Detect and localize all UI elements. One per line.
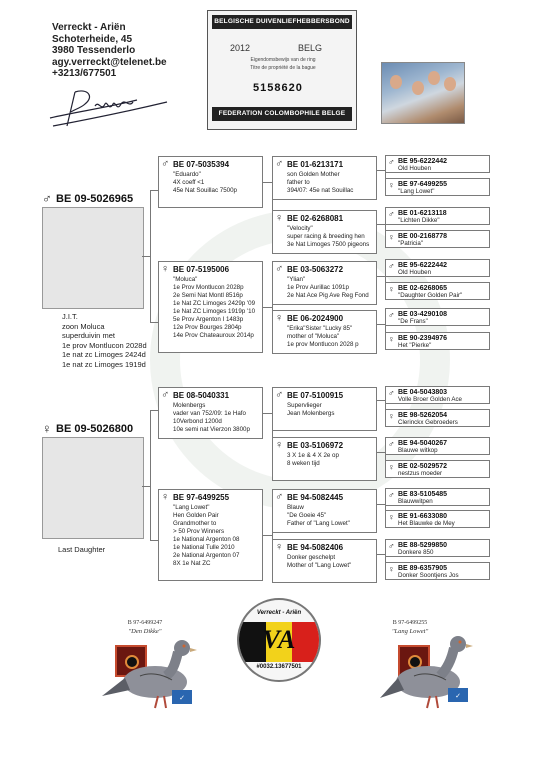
info-line: 1e Nat ZC Limoges 2429p '09 [173, 300, 256, 307]
info-line: Volle Broer Golden Ace [398, 396, 462, 403]
pedigree-box-gen2 [272, 387, 377, 431]
ring-number: BE 91-6633080 [398, 513, 448, 520]
info-line: "Eduardo" [173, 171, 201, 178]
certificate-line1: Eigendomsbewijs van de ring [250, 57, 316, 63]
pedigree-box-gen3 [385, 155, 490, 173]
logo-top-text: Verreckt - Ariën [256, 610, 302, 616]
certificate-line2: Titre de propriété de la bague [250, 65, 316, 71]
owner-city: 3980 Tessenderlo [52, 45, 136, 56]
female-symbol: ♀ [388, 411, 395, 421]
pedigree-box-gen2 [272, 261, 377, 305]
owner-address [52, 22, 167, 80]
logo-letters: VA [262, 625, 296, 654]
owner-street: Schoterheide, 45 [52, 33, 133, 45]
info-line: Blauw [287, 504, 304, 511]
pedigree-box-gen2 [272, 437, 377, 481]
info-line: 10e semi nat Vierzon 3800p [173, 426, 250, 433]
info-line: father to [287, 179, 310, 186]
female-symbol: ♀ [161, 263, 170, 275]
female-symbol: ♀ [388, 462, 395, 472]
male-symbol: ♂ [388, 157, 395, 167]
loft-logo [237, 598, 321, 682]
ring-number: BE 98-5262054 [398, 412, 448, 419]
dam-photo-placeholder [42, 437, 144, 539]
dam-notes [58, 545, 105, 555]
info-line: Het Blauwke de Mey [398, 520, 455, 527]
info-line: 394/07: 45e nat Souillac [287, 187, 354, 194]
info-line: "De Frans" [398, 318, 428, 325]
certificate-header: BELGISCHE DUIVENLIEFHEBBERSBOND [212, 15, 352, 29]
certificate-country: BELG [298, 43, 323, 53]
info-line: 1e prov Montlucon 2028 p [287, 341, 359, 348]
info-line: 3e Nat Limoges 7500 pigeons [287, 241, 370, 248]
info-line: Jean Molenbergs [287, 410, 335, 417]
male-symbol: ♂ [42, 191, 52, 206]
info-line: 2e National Argenton 07 [173, 552, 240, 559]
info-line: vader van 752/09: 1e Hafo [173, 410, 246, 417]
pedigree-box-gen3 [385, 207, 490, 225]
male-symbol: ♂ [388, 261, 395, 271]
ring-number: BE 90-2394976 [398, 335, 448, 342]
pedigree-box-gen3 [385, 386, 490, 404]
info-line: 45e Nat Souillac 7500p [173, 187, 237, 194]
pedigree-box-gen3 [385, 230, 490, 248]
ring-number: BE 94-5082445 [287, 493, 344, 502]
info-line: Blauwwitpen [398, 498, 433, 505]
info-line: 12e Prov Bourges 2804p [173, 324, 242, 331]
info-line: 3 X 1e & 4 X 2e op [287, 452, 339, 459]
info-line: super racing & breeding hen [287, 233, 365, 240]
ring-number: BE 95-6222442 [398, 262, 448, 269]
male-symbol: ♂ [275, 263, 284, 275]
pedigree-box-gen3 [385, 178, 490, 196]
ring-number: BE 03-5106972 [287, 441, 344, 450]
pedigree-box-gen1 [158, 156, 263, 208]
info-line: "De Goeie 45" [287, 512, 327, 519]
info-line: Supervlieger [287, 402, 322, 409]
info-line: Mother of "Lang Lowet" [287, 562, 352, 569]
certificate-footer: FEDERATION COLOMBOPHILE BELGE [212, 107, 352, 121]
ring-number: BE 03-4290108 [398, 311, 448, 318]
female-symbol: ♀ [388, 512, 395, 522]
svg-text:✓: ✓ [455, 693, 461, 700]
ring-number: BE 94-5040267 [398, 440, 448, 447]
info-line: 1e Prov Aurillac 1091p [287, 284, 349, 291]
male-symbol: ♂ [161, 389, 170, 401]
ring-number: BE 04-5043803 [398, 389, 448, 396]
info-line: Het "Pierke" [398, 342, 432, 349]
right-pigeon-ring: B 97-6499255 [392, 620, 428, 626]
info-line: Donker Soontjens Jos [398, 572, 459, 579]
pedigree-box-gen2 [272, 210, 377, 254]
ring-certificate [207, 10, 357, 130]
female-symbol: ♀ [275, 212, 284, 224]
info-line: 4X coeff <1 [173, 179, 205, 186]
ring-number: BE 97-6499255 [398, 181, 448, 188]
ring-number: BE 02-6268081 [287, 214, 344, 223]
info-line: 2e Semi Nat Montl 8516p [173, 292, 243, 299]
info-line: "Lichten Dikke" [398, 217, 440, 224]
female-symbol: ♀ [275, 312, 284, 324]
info-line: 1e Prov Montlucon 2028p [173, 284, 244, 291]
ring-number: BE 95-6222442 [398, 158, 448, 165]
info-line: 1e Nat ZC Limoges 1919p '10 [173, 308, 256, 315]
ring-number: BE 07-5195006 [173, 265, 230, 274]
male-symbol: ♂ [161, 158, 170, 170]
right-pigeon-name: "Lang Lowet" [391, 628, 429, 635]
svg-text:✓: ✓ [179, 695, 185, 702]
sire-note: zoon Moluca [62, 321, 105, 331]
info-line: Donker geschelpt [287, 554, 336, 561]
sire-ring: BE 09-5026965 [56, 193, 134, 205]
info-line: 1e National Argenton 08 [173, 536, 240, 543]
sire-note: superduivin met [62, 331, 115, 340]
male-symbol: ♂ [275, 491, 284, 503]
female-symbol: ♀ [388, 180, 395, 190]
info-line: Blauwe witkop [398, 447, 438, 454]
info-line: Molenbergs [173, 402, 206, 409]
ring-number: BE 00-2168778 [398, 233, 448, 240]
ring-number: BE 08-5040331 [173, 391, 230, 400]
ring-number: BE 89-6357905 [398, 565, 448, 572]
left-pigeon-ring: B 97-6499247 [127, 620, 163, 626]
info-line: Old Houben [398, 165, 432, 172]
owner-name: Verreckt - Ariën [52, 22, 126, 33]
ring-number: BE 01-6213118 [398, 210, 447, 217]
info-line: nestzus moeder [398, 470, 443, 477]
male-symbol: ♂ [388, 388, 395, 398]
ring-number: BE 97-6499255 [173, 493, 230, 502]
female-symbol: ♀ [388, 334, 395, 344]
pedigree-box-gen2 [272, 489, 377, 533]
pedigree-box-gen3 [385, 562, 490, 580]
info-line: "Lang Lowet" [173, 504, 210, 511]
ring-number: BE 06-2024900 [287, 314, 344, 323]
info-line: 8 weken tijd [287, 460, 320, 467]
certificate-year: 2012 [230, 43, 251, 53]
signature [45, 82, 175, 130]
male-symbol: ♂ [275, 158, 284, 170]
pedigree-box-gen3 [385, 308, 490, 326]
pedigree-box-gen3 [385, 460, 490, 478]
left-pigeon-name: "Den Dikke" [128, 628, 162, 635]
ring-number: BE 94-5082406 [287, 543, 344, 552]
info-line: "Lang Lowet" [398, 188, 435, 195]
sire-notes [62, 312, 147, 369]
male-symbol: ♂ [388, 439, 395, 449]
info-line: > 50 Prov Winners [173, 528, 225, 535]
female-symbol: ♀ [275, 439, 284, 451]
pedigree-box-gen1 [158, 261, 263, 353]
ring-number: BE 02-5029572 [398, 463, 448, 470]
ring-number: BE 83-5105485 [398, 491, 448, 498]
info-line: 2e Nat Ace Pig Ave Reg Fond [287, 292, 369, 299]
female-symbol: ♀ [388, 284, 395, 294]
pedigree-box-gen3 [385, 259, 490, 277]
male-symbol: ♂ [388, 310, 395, 320]
info-line: "Erika"Sister "Lucky 85" [287, 325, 353, 332]
left-badge-icon [172, 690, 192, 704]
ring-number: BE 03-5063272 [287, 265, 344, 274]
owner-email: agy.verreckt@telenet.be [52, 56, 167, 68]
pedigree-box-gen1 [158, 387, 263, 439]
info-line: Old Houben [398, 269, 432, 276]
male-symbol: ♂ [388, 541, 395, 551]
ring-number: BE 07-5035394 [173, 160, 230, 169]
owner-phone: +3213/677501 [52, 68, 117, 79]
female-symbol: ♀ [42, 421, 52, 436]
pedigree-box-gen2 [272, 310, 377, 354]
sire-note: 1e nat zc Limoges 1919d [62, 359, 146, 369]
info-line: "Moluca" [173, 276, 198, 283]
pedigree-box-gen3 [385, 488, 490, 506]
sire-note: 1e prov Montlucon 2028d [62, 340, 147, 350]
info-line: 10Verbond 1200d [173, 418, 222, 425]
info-line: son Golden Mother [287, 171, 340, 178]
male-symbol: ♂ [275, 389, 284, 401]
info-line: "Daughter Golden Pair" [398, 292, 463, 299]
info-line: "Velocity" [287, 225, 313, 232]
info-line: 5e Prov Argenton I 1483p [173, 316, 244, 323]
ring-number: BE 88-5299850 [398, 542, 448, 549]
ring-number: BE 07-5100915 [287, 391, 344, 400]
info-line: mother of "Moluca" [287, 333, 340, 340]
info-line: 8X 1e Nat ZC [173, 560, 211, 567]
info-line: "Patricia" [398, 240, 424, 247]
pedigree-box-gen3 [385, 409, 490, 427]
female-symbol: ♀ [275, 541, 284, 553]
pedigree-box-gen2 [272, 156, 377, 200]
ring-number: BE 02-6268065 [398, 285, 448, 292]
pedigree-box-gen3 [385, 510, 490, 528]
info-line: Grandmother to [173, 520, 217, 527]
male-symbol: ♂ [388, 490, 395, 500]
pedigree-box-gen3 [385, 282, 490, 300]
pedigree-box-gen3 [385, 539, 490, 557]
pedigree-box-gen1 [158, 489, 263, 581]
info-line: 1e National Tulle 2010 [173, 544, 235, 551]
dam-ring: BE 09-5026800 [56, 423, 134, 435]
pedigree-box-gen3 [385, 437, 490, 455]
info-line: Clerinckx Gebroeders [398, 419, 458, 426]
info-line: "Ylian" [287, 276, 306, 283]
dam-note: Last Daughter [58, 545, 106, 554]
family-photo [381, 62, 465, 124]
right-badge-icon [448, 688, 468, 702]
info-line: Father of "Lang Lowet" [287, 520, 350, 527]
ring-number: BE 01-6213171 [287, 160, 344, 169]
certificate-ring: 5158620 [253, 82, 303, 94]
female-symbol: ♀ [161, 491, 170, 503]
pedigree-box-gen3 [385, 332, 490, 350]
info-line: Donkere 850 [398, 549, 434, 556]
logo-bottom-text: #0032.13677501 [256, 664, 302, 670]
sire-note: 1e nat zc Limoges 2424d [62, 350, 146, 359]
male-symbol: ♂ [388, 209, 395, 219]
female-symbol: ♀ [388, 564, 395, 574]
pedigree-box-gen2 [272, 539, 377, 583]
info-line: 14e Prov Chateauroux 2014p [173, 332, 254, 339]
sire-note: J.I.T. [62, 312, 78, 321]
info-line: Hen Golden Pair [173, 512, 219, 519]
female-symbol: ♀ [388, 232, 395, 242]
sire-photo-placeholder [42, 207, 144, 309]
